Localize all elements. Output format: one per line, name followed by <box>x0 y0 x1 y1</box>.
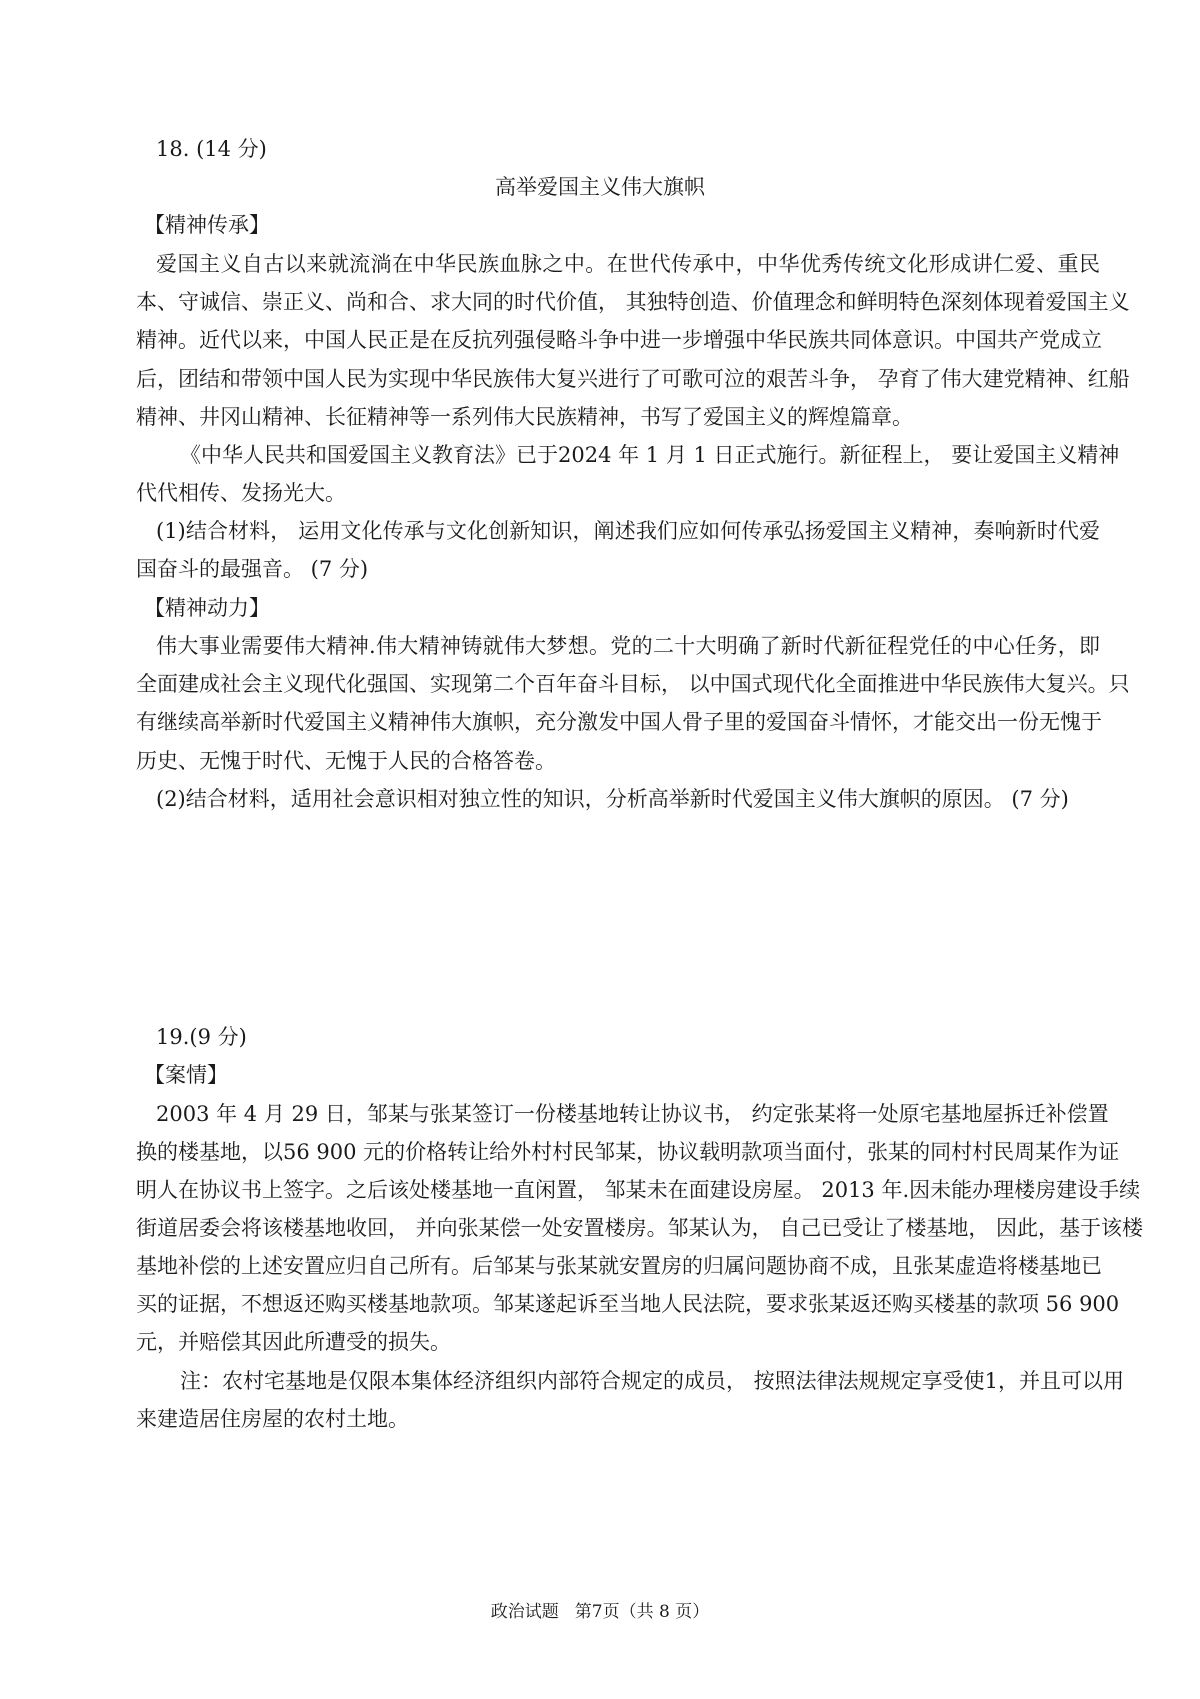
q18-p3-line: 伟大事业需要伟大精神.伟大精神铸就伟大梦想。党的二十大明确了新时代新征程党任的中心任务，即 <box>156 634 1100 658</box>
q19-p1-line: 元，并赔偿其因此所遭受的损失。 <box>136 1330 451 1354</box>
page-footer <box>0 1600 1200 1624</box>
q19-p1-line: 2003 年 4 月 29 日，邹某与张某签订一份楼基地转让协议书， 约定张某将一处原宅基地屋拆迁补偿置 <box>156 1102 1109 1126</box>
q18-p3-line: 有继续高举新时代爱国主义精神伟大旗帜，充分激发中国人骨子里的爱国奋斗情怀，才能交出一份无愧于 <box>136 710 1102 734</box>
q19-p1-line: 买的证据，不想返还购买楼基地款项。邹某遂起诉至当地人民法院，要求张某返还购买楼基的款项 56 900 <box>136 1292 1120 1316</box>
q19-section-case: 【案情】 <box>144 1063 228 1087</box>
q18-p2-line: 《中华人民共和国爱国主义教育法》已于2024 年 1 月 1 日正式施行。新征程上， 要让爱国主义精神 <box>180 443 1120 467</box>
q18-section-motivation: 【精神动力】 <box>144 596 270 620</box>
q18-title: 高举爱国主义伟大旗帜 <box>495 175 705 199</box>
q18-sub2: (2)结合材料，适用社会意识相对独立性的知识，分析高举新时代爱国主义伟大旗帜的原因。 (7 分) <box>156 787 1069 811</box>
q19-p1-line: 明人在协议书上签字。之后该处楼基地一直闲置， 邹某未在面建设房屋。 2013 年.因未能办理楼房建设手续 <box>136 1178 1141 1202</box>
q19-p1-line: 换的楼基地，以56 900 元的价格转让给外村村民邹某，协议载明款项当面付，张某的同村村民周某作为证 <box>136 1140 1120 1164</box>
q18-p1-line: 后，团结和带领中国人民为实现中华民族伟大复兴进行了可歌可泣的艰苦斗争， 孕育了伟大建党精神、红船 <box>136 367 1130 391</box>
q18-section-heritage: 【精神传承】 <box>144 213 270 237</box>
q19-p1-line: 基地补偿的上述安置应归自己所有。后邹某与张某就安置房的归属问题协商不成，且张某虚造将楼基地已 <box>136 1254 1102 1278</box>
q19-note-line: 来建造居住房屋的农村土地。 <box>136 1407 409 1431</box>
q19-number: 19.(9 分) <box>156 1025 247 1049</box>
q18-p1-line: 爱国主义自古以来就流淌在中华民族血脉之中。在世代传承中，中华优秀传统文化形成讲仁爱、重民 <box>156 252 1100 276</box>
footer-page-number: 第7页（共 8 页） <box>574 1602 710 1622</box>
q19-note-line: 注：农村宅基地是仅限本集体经济组织内部符合规定的成员， 按照法律法规规定享受使1，并且可以用 <box>180 1369 1125 1393</box>
q18-p3-line: 历史、无愧于时代、无愧于人民的合格答卷。 <box>136 749 556 773</box>
q18-sub1-line: 国奋斗的最强音。 (7 分) <box>136 557 369 581</box>
footer-subject: 政治试题 <box>490 1602 559 1622</box>
q18-p3-line: 全面建成社会主义现代化强国、实现第二个百年奋斗目标， 以中国式现代化全面推进中华民族伟大复兴。只 <box>136 672 1130 696</box>
q19-p1-line: 街道居委会将该楼基地收回， 并向张某偿一处安置楼房。邹某认为， 自己已受让了楼基地， 因此，基于该楼 <box>136 1216 1144 1240</box>
q18-p1-line: 精神。近代以来，中国人民正是在反抗列强侵略斗争中进一步增强中华民族共同体意识。中国共产党成立 <box>136 328 1102 352</box>
q18-p1-line: 本、守诚信、崇正义、尚和合、求大同的时代价值， 其独特创造、价值理念和鲜明特色深刻体现着爱国主义 <box>136 290 1130 314</box>
q18-number: 18. (14 分) <box>156 137 267 161</box>
q18-p2-line: 代代相传、发扬光大。 <box>136 481 346 505</box>
q18-sub1-line: (1)结合材料， 运用文化传承与文化创新知识，阐述我们应如何传承弘扬爱国主义精神，奏响新时代爱 <box>156 519 1100 543</box>
q18-p1-line: 精神、井冈山精神、长征精神等一系列伟大民族精神，书写了爱国主义的辉煌篇章。 <box>136 405 913 429</box>
